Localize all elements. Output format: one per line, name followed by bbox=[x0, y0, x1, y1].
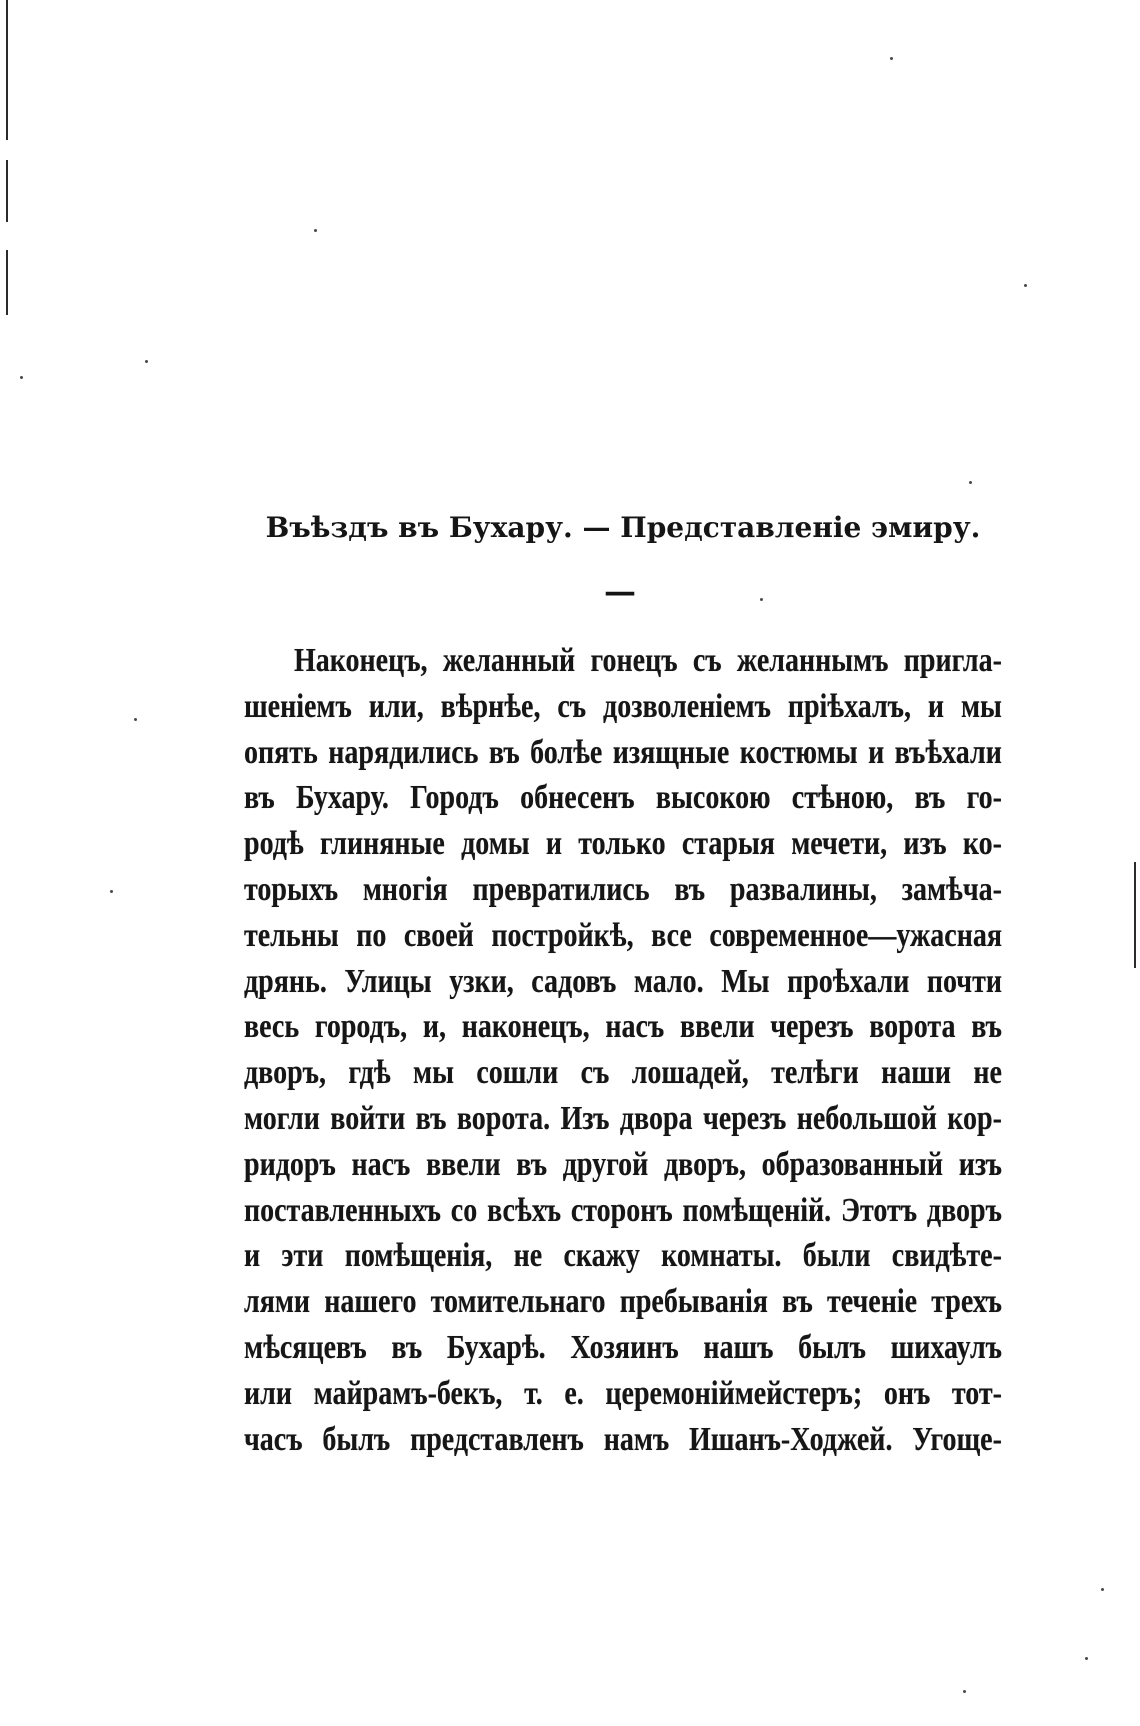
word: наши bbox=[881, 1053, 951, 1092]
word: тот- bbox=[951, 1374, 1002, 1412]
word: лями bbox=[244, 1282, 311, 1321]
word: представленъ bbox=[410, 1419, 584, 1458]
word: желаннымъ bbox=[736, 641, 889, 680]
word: церемоніймейстеръ; bbox=[605, 1374, 863, 1412]
word: гдѣ bbox=[348, 1053, 391, 1092]
word: узки, bbox=[449, 961, 514, 1000]
word: въ bbox=[914, 778, 946, 817]
word: образованный bbox=[761, 1145, 944, 1183]
word: кор- bbox=[947, 1099, 1002, 1138]
word: Угоще- bbox=[912, 1419, 1002, 1458]
scan-speck bbox=[1101, 1588, 1104, 1591]
word: телѣги bbox=[771, 1053, 859, 1092]
word: шихаулъ bbox=[890, 1328, 1002, 1367]
word: часъ bbox=[244, 1419, 303, 1458]
word: старыя bbox=[681, 824, 775, 863]
word: комнаты. bbox=[661, 1236, 782, 1275]
word: нарядились bbox=[328, 732, 479, 771]
word: мы bbox=[960, 687, 1002, 725]
word: были bbox=[802, 1236, 871, 1275]
word: и, bbox=[422, 1007, 446, 1046]
word: пребыванія bbox=[619, 1282, 768, 1321]
word: помѣщенія, bbox=[344, 1236, 493, 1275]
word: желанный bbox=[442, 641, 576, 680]
scan-speck bbox=[1085, 1657, 1088, 1660]
word: черезъ bbox=[770, 1007, 854, 1046]
word: онъ bbox=[883, 1374, 931, 1412]
word: былъ bbox=[322, 1419, 391, 1458]
word: лошадей, bbox=[631, 1053, 749, 1092]
word: черезъ bbox=[702, 1099, 787, 1138]
word: садовъ bbox=[531, 961, 617, 1000]
word: ввели bbox=[679, 1007, 755, 1046]
word: Ишанъ-Ходжей. bbox=[689, 1419, 893, 1458]
word: или bbox=[244, 1374, 292, 1412]
word: мечети, bbox=[791, 824, 888, 863]
word: другой bbox=[562, 1145, 649, 1183]
word: наконецъ, bbox=[461, 1007, 590, 1046]
word: со bbox=[450, 1190, 478, 1229]
word: ко- bbox=[962, 824, 1002, 863]
title-separator: — bbox=[604, 572, 636, 610]
word: въ bbox=[244, 778, 275, 817]
word: и bbox=[868, 732, 885, 771]
word: опять bbox=[244, 732, 318, 771]
word: двора bbox=[619, 1099, 693, 1138]
word: въ bbox=[971, 1007, 1002, 1046]
scan-speck bbox=[20, 376, 23, 379]
word: болѣе bbox=[530, 732, 603, 771]
word: изъ bbox=[958, 1145, 1002, 1183]
word: высокою bbox=[655, 778, 771, 817]
word: небольшой bbox=[796, 1099, 937, 1138]
word: сошли bbox=[476, 1053, 559, 1092]
word: и bbox=[244, 1236, 261, 1275]
word: теченіе bbox=[826, 1282, 918, 1321]
scan-speck bbox=[1024, 284, 1027, 287]
word: своей bbox=[403, 916, 474, 954]
word: съ bbox=[557, 687, 587, 725]
word: вѣрнѣе, bbox=[440, 687, 541, 725]
word: могли bbox=[244, 1099, 320, 1138]
word: въ bbox=[782, 1282, 813, 1321]
scan-edge-mark bbox=[1134, 862, 1136, 968]
word: глиняные bbox=[319, 824, 445, 863]
word: торыхъ bbox=[244, 870, 339, 909]
word: войти bbox=[330, 1099, 406, 1138]
word: гонецъ bbox=[590, 641, 678, 680]
word: не bbox=[973, 1053, 1002, 1092]
word: былъ bbox=[798, 1328, 866, 1367]
word: дозволеніемъ bbox=[603, 687, 771, 725]
word: съ bbox=[692, 641, 722, 680]
word: е. bbox=[564, 1374, 584, 1412]
word: тельны bbox=[244, 916, 339, 954]
word: насъ bbox=[605, 1007, 665, 1046]
scan-speck bbox=[145, 360, 148, 363]
word: ридоръ bbox=[244, 1145, 336, 1183]
word: трехъ bbox=[931, 1282, 1002, 1321]
word: Наконецъ, bbox=[294, 641, 428, 680]
word: въ bbox=[674, 870, 706, 909]
word: насъ bbox=[351, 1145, 411, 1183]
word: замѣча- bbox=[901, 870, 1002, 909]
word: превратились bbox=[472, 870, 650, 909]
word: майрамъ-бекъ, bbox=[313, 1374, 503, 1412]
word: намъ bbox=[603, 1419, 670, 1458]
word: дворъ, bbox=[663, 1145, 746, 1183]
word: все bbox=[651, 916, 692, 954]
word: стѣною, bbox=[791, 778, 894, 817]
scan-speck bbox=[134, 718, 137, 721]
word: Бухару. bbox=[296, 778, 389, 817]
word: весь bbox=[244, 1007, 300, 1046]
word: дворъ bbox=[926, 1190, 1002, 1229]
word: только bbox=[578, 824, 666, 863]
word: мѣсяцевъ bbox=[244, 1328, 367, 1367]
scan-speck bbox=[110, 890, 113, 893]
word: и bbox=[545, 824, 563, 863]
word: т. bbox=[524, 1374, 543, 1412]
word: томительнаго bbox=[430, 1282, 606, 1321]
word: го- bbox=[966, 778, 1002, 817]
word: съ bbox=[580, 1053, 610, 1092]
word: Хозяинъ bbox=[570, 1328, 679, 1367]
word: ввели bbox=[426, 1145, 501, 1183]
word: развалины, bbox=[729, 870, 877, 909]
word: изящные bbox=[612, 732, 730, 771]
word: проѣхали bbox=[787, 961, 910, 1000]
scan-speck bbox=[890, 57, 893, 60]
word: многія bbox=[362, 870, 448, 909]
word: помѣщеній. bbox=[682, 1190, 832, 1229]
scan-speck bbox=[314, 229, 317, 232]
scan-speck bbox=[969, 481, 972, 484]
word: въѣхали bbox=[894, 732, 1002, 771]
word: и bbox=[927, 687, 945, 725]
word: современное—ужасная bbox=[709, 916, 1002, 954]
word: Бухарѣ. bbox=[446, 1328, 546, 1367]
word: мало. bbox=[633, 961, 704, 1000]
word: почти bbox=[926, 961, 1002, 1000]
word: мы bbox=[413, 1053, 454, 1092]
word: Мы bbox=[721, 961, 770, 1000]
word: пригла- bbox=[903, 641, 1002, 680]
word: домы bbox=[461, 824, 530, 863]
word: костюмы bbox=[739, 732, 858, 771]
word: поставленныхъ bbox=[244, 1190, 441, 1229]
word: Городъ bbox=[410, 778, 499, 817]
word: нашъ bbox=[703, 1328, 774, 1367]
word: постройкѣ, bbox=[491, 916, 634, 954]
word: Этотъ bbox=[840, 1190, 918, 1229]
word: изъ bbox=[903, 824, 947, 863]
word: обнесенъ bbox=[520, 778, 635, 817]
word: въ bbox=[391, 1328, 423, 1367]
word: дрянь. bbox=[244, 961, 327, 1000]
word: не bbox=[513, 1236, 543, 1275]
scan-edge-mark bbox=[6, 160, 8, 222]
word: по bbox=[356, 916, 387, 954]
scan-speck bbox=[760, 598, 763, 601]
paragraph bbox=[244, 638, 1002, 1462]
word: шеніемъ bbox=[244, 687, 352, 725]
text-line bbox=[244, 1412, 1002, 1468]
word: городъ, bbox=[314, 1007, 408, 1046]
word: скажу bbox=[563, 1236, 640, 1275]
word: въ bbox=[516, 1145, 548, 1183]
word: ворота. bbox=[456, 1099, 551, 1138]
word: сторонъ bbox=[570, 1190, 673, 1229]
word: дворъ, bbox=[244, 1053, 326, 1092]
scan-speck bbox=[963, 1690, 966, 1693]
word: свидѣте- bbox=[891, 1236, 1002, 1275]
word: нашего bbox=[324, 1282, 417, 1321]
chapter-title: Въѣздъ въ Бухару. — Представленіе эмиру. bbox=[265, 511, 981, 544]
word: пріѣхалъ, bbox=[787, 687, 912, 725]
word: или, bbox=[368, 687, 424, 725]
word: въ bbox=[415, 1099, 447, 1138]
scan-edge-mark bbox=[6, 250, 8, 315]
word: всѣхъ bbox=[487, 1190, 562, 1229]
scan-edge-mark bbox=[6, 0, 8, 140]
word: Изъ bbox=[560, 1099, 610, 1138]
word: эти bbox=[281, 1236, 324, 1275]
word: въ bbox=[488, 732, 520, 771]
word: ворота bbox=[869, 1007, 956, 1046]
word: родѣ bbox=[244, 824, 304, 863]
word: Улицы bbox=[344, 961, 432, 1000]
